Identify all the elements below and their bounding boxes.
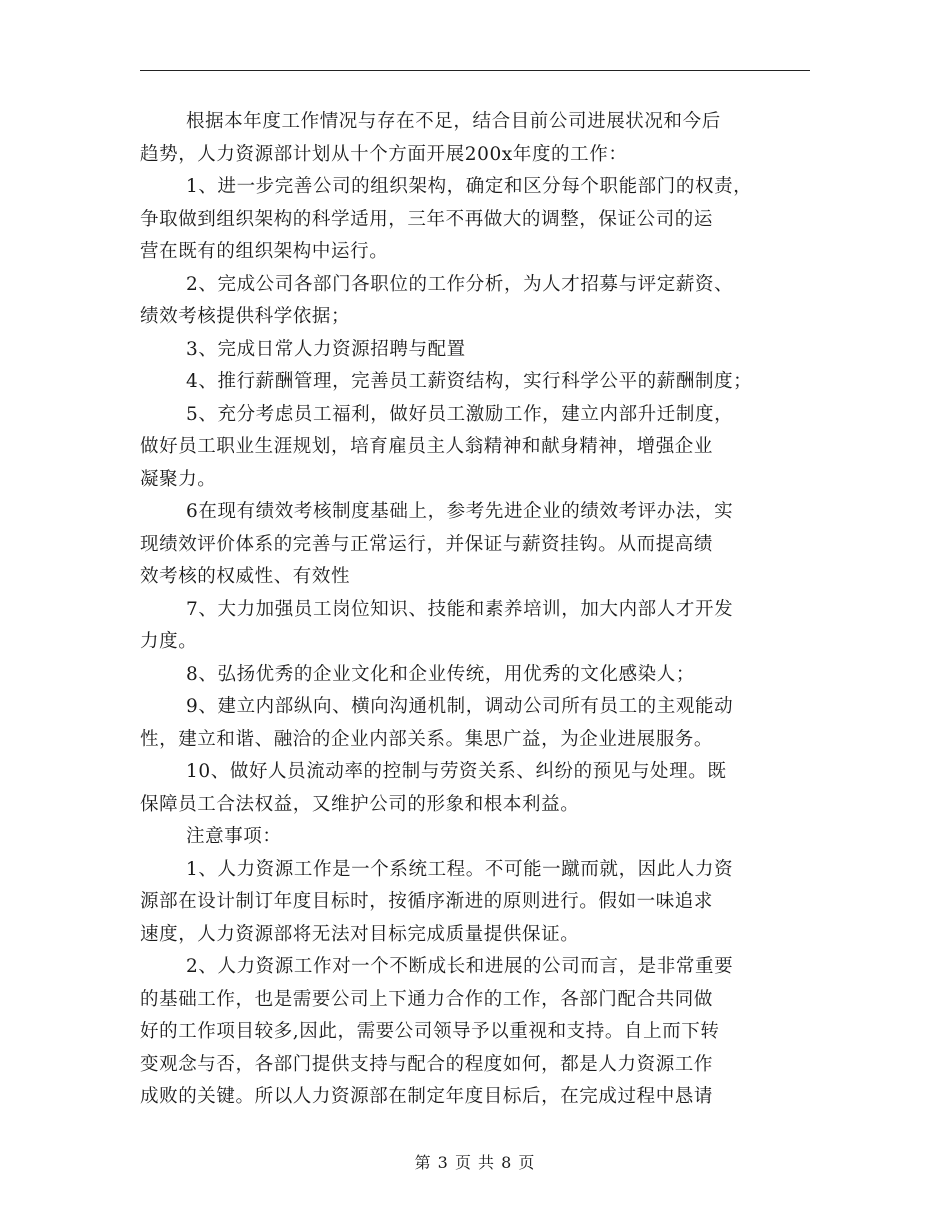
text-line: 2、人力资源工作对一个不断成长和进展的公司而言，是非常重要 — [186, 956, 734, 977]
document-body — [140, 106, 810, 1114]
text-line: 争取做到组织架构的科学适用，三年不再做大的调整，保证公司的运 — [140, 208, 714, 230]
text-line: 5、充分考虑员工福利，做好员工激励工作，建立内部升迁制度， — [186, 403, 734, 425]
text-line: 做好员工职业生涯规划，培育雇员主人翁精神和献身精神，增强企业 — [140, 436, 714, 457]
text-line: 力度。 — [140, 631, 198, 652]
text-line: 源部在设计制订年度目标时，按循序渐进的原则进行。假如一味追求 — [140, 891, 714, 912]
text-line: 的基础工作，也是需要公司上下通力合作的工作，各部门配合共同做 — [140, 988, 714, 1010]
text-line: 8、弘扬优秀的企业文化和企业传统，用优秀的文化感染人； — [186, 663, 695, 685]
header-rule — [140, 70, 810, 71]
text-line: 绩效考核提供科学依据； — [140, 306, 351, 327]
text-line: 性，建立和谐、融洽的企业内部关系。集思广益，为企业进展服务。 — [140, 728, 714, 750]
text-line: 效考核的权威性、有效性 — [140, 566, 351, 587]
text-line: 3、完成日常人力资源招聘与配置 — [186, 338, 466, 360]
text-line: 1、进一步完善公司的组织架构，确定和区分每个职能部门的权责， — [186, 176, 753, 197]
text-line: 10、做好人员流动率的控制与劳资关系、纠纷的预见与处理。既 — [186, 761, 727, 782]
text-line: 变观念与否，各部门提供支持与配合的程度如何，都是人力资源工作 — [140, 1053, 714, 1075]
text-line: 4、推行薪酬管理，完善员工薪资结构，实行科学公平的薪酬制度； — [186, 371, 753, 392]
text-line: 1、人力资源工作是一个系统工程。不可能一蹴而就，因此人力资 — [186, 858, 734, 880]
text-line: 根据本年度工作情况与存在不足，结合目前公司进展状况和今后 — [186, 111, 721, 132]
text-line: 保障员工合法权益，又维护公司的形象和根本利益。 — [140, 793, 580, 815]
text-line: 好的工作项目较多,因此，需要公司领导予以重视和支持。自上而下转 — [140, 1021, 720, 1042]
page-footer: 第 3 页 共 8 页 — [414, 1153, 536, 1172]
text-line: 9、建立内部纵向、横向沟通机制，调动公司所有员工的主观能动 — [186, 696, 734, 717]
text-line: 速度，人力资源部将无法对目标完成质量提供保证。 — [140, 923, 580, 945]
text-line: 现绩效评价体系的完善与正常运行，并保证与薪资挂钩。从而提高绩 — [140, 533, 714, 555]
text-line: 6在现有绩效考核制度基础上，参考先进企业的绩效考评办法，实 — [186, 501, 734, 522]
text-line: 营在既有的组织架构中运行。 — [140, 241, 389, 262]
text-line: 成败的关键。所以人力资源部在制定年度目标后，在完成过程中恳请 — [140, 1086, 714, 1107]
text-line: 趋势，人力资源部计划从十个方面开展200x年度的工作： — [140, 143, 628, 165]
text-line: 2、完成公司各部门各职位的工作分析，为人才招募与评定薪资、 — [186, 273, 734, 295]
text-line: 凝聚力。 — [140, 468, 217, 490]
text-line: 7、大力加强员工岗位知识、技能和素养培训，加大内部人才开发 — [186, 598, 734, 620]
text-line: 注意事项： — [186, 826, 282, 847]
